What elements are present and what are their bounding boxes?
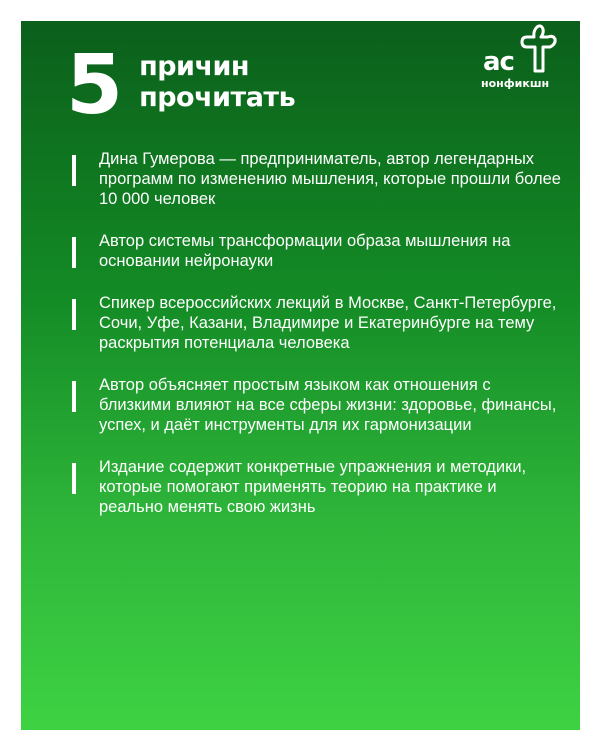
list-item <box>72 231 562 271</box>
logo-letters: ас <box>483 47 514 77</box>
logo-subtitle: нонфикшн <box>481 77 550 90</box>
reason-text: Автор системы трансформации образа мышления на основании нейронауки <box>99 232 511 270</box>
poster <box>21 21 580 730</box>
header <box>66 38 296 133</box>
list-item <box>72 149 562 209</box>
bullet-bar <box>72 381 76 412</box>
title-line-1: причин <box>139 51 250 82</box>
bullet-bar <box>72 463 76 494</box>
bullet-bar <box>72 299 76 330</box>
bullet-bar <box>72 237 76 268</box>
bullet-bar <box>72 155 76 186</box>
reasons-list <box>72 149 562 539</box>
publisher-logo <box>477 23 567 93</box>
reason-text: Издание содержит конкретные упражнения и методики, которые помогают применять теорию на практике и реально менять свою жизнь <box>99 458 527 516</box>
reason-text: Дина Гумерова — предприниматель, автор легендарных программ по изменению мышления, которые прошли более 10 000 человек <box>99 150 561 208</box>
reasons-count: 5 <box>66 38 122 133</box>
reason-text: Автор объясняет простым языком как отношения с близкими влияют на все сферы жизни: здоровье, финансы, успех, и даёт инструменты для их гармонизации <box>99 376 557 434</box>
list-item <box>72 457 562 517</box>
reason-text: Спикер всероссийских лекций в Москве, Санкт-Петербурге, Сочи, Уфе, Казани, Владимире и Екатеринбурге на тему раскрытия потенциала человека <box>99 294 557 352</box>
title-line-2: прочитать <box>139 82 296 113</box>
page-title <box>139 51 295 113</box>
list-item <box>72 293 562 353</box>
list-item <box>72 375 562 435</box>
